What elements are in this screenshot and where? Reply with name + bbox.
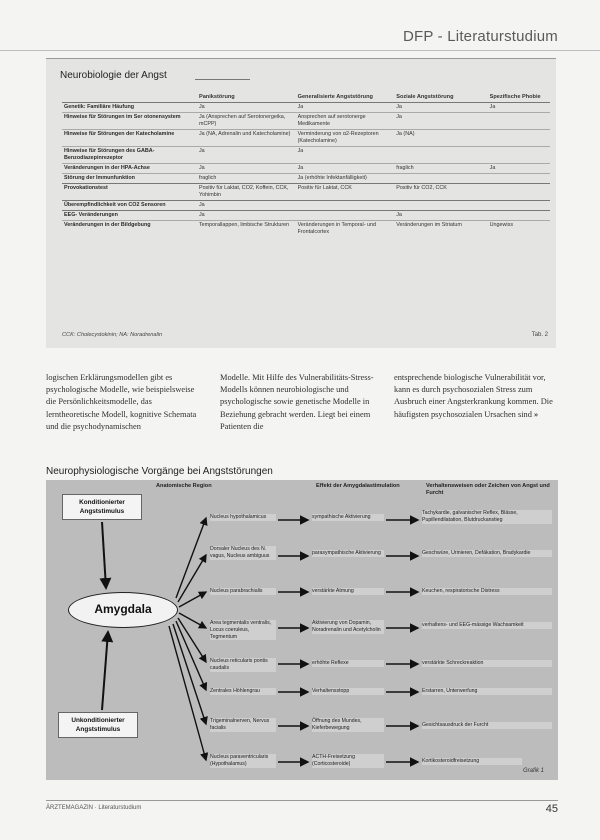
table-cell: fraglich bbox=[197, 174, 296, 184]
table-title: Neurobiologie der Angst bbox=[60, 70, 167, 81]
table-cell: Ja bbox=[197, 103, 296, 113]
table-row bbox=[62, 113, 550, 130]
table-footnote: CCK: Cholecystokinin; NA: Noradrenalin bbox=[62, 332, 163, 338]
figure-title: Neurophysiologische Vorgänge bei Angststörungen bbox=[46, 466, 273, 477]
continue-arrow-icon: » bbox=[534, 409, 539, 419]
row-label: EEG- Veränderungen bbox=[62, 211, 197, 221]
table-cell: Ja bbox=[394, 103, 487, 113]
figure-behavior-cell: verstärkte Schreckreaktion bbox=[422, 660, 552, 667]
table-row bbox=[62, 201, 550, 211]
table-col-header: Generalisierte Angststörung bbox=[297, 94, 373, 100]
table-cell: Ja bbox=[296, 103, 395, 113]
table-cell bbox=[488, 174, 550, 184]
comparison-table bbox=[62, 93, 550, 237]
amygdala-node: Amygdala bbox=[68, 592, 178, 628]
footer-text: ÄRZTEMAGAZIN · Literaturstudium bbox=[46, 805, 142, 811]
figure-effect-cell: ACTH-Freisetzung (Corticosteroide) bbox=[312, 754, 384, 768]
figure-region-cell: Nucleus paraventricularis (Hypothalamus) bbox=[210, 754, 276, 768]
figure-behavior-cell: Erstarren, Unterwerfung bbox=[422, 688, 552, 695]
body-column-3 bbox=[394, 372, 554, 421]
row-label: Hinweise für Störungen im Ser otonensystem bbox=[62, 113, 197, 130]
table-cell: Verminderung von α2-Rezeptoren (Katecholamine) bbox=[296, 130, 395, 147]
table-cell: fraglich bbox=[394, 164, 487, 174]
arrow-unconditioned-to-amygdala bbox=[102, 632, 108, 710]
figure-arrows bbox=[46, 480, 558, 780]
page-number: 45 bbox=[545, 803, 558, 815]
table-title-underline bbox=[195, 79, 250, 80]
header-rule bbox=[0, 50, 600, 51]
table-cell: Ja (NA) bbox=[394, 130, 487, 147]
table-cell bbox=[394, 174, 487, 184]
table-cell: Ja (Ansprechen auf Serotonergeika, mCPP) bbox=[197, 113, 296, 130]
body-column-3-text: entsprechende biologische Vulnerabilität vor, kann es durch psychosozialen Stress zum Ausbruch einer Angsterkrankung kommen. Die häufigsten psychosozialen Ursachen sind bbox=[394, 373, 553, 419]
figure-effect-cell: verstärkte Atmung bbox=[312, 588, 384, 595]
table-row bbox=[62, 184, 550, 201]
table-cell: Ja bbox=[197, 211, 296, 221]
table-cell: Ja bbox=[296, 164, 395, 174]
arrow-amygdala-row-5 bbox=[178, 618, 206, 662]
arrow-conditioned-to-amygdala bbox=[102, 522, 106, 588]
body-column-2: Modelle. Mit Hilfe des Vulnerabilitäts-Stress-Modells können neurobiologische und psychologische sowie genetische Modelle in Beziehung gebracht werden. Liegt bei einem Patienten die bbox=[220, 373, 374, 431]
unconditioned-stimulus-box: Unkonditionierter Angststimulus bbox=[58, 712, 138, 738]
table-cell bbox=[394, 147, 487, 164]
footer-rule bbox=[46, 800, 558, 801]
table-cell: Veränderungen im Striatum bbox=[394, 221, 487, 238]
figure-effect-cell: sympathische Aktivierung bbox=[312, 514, 384, 521]
figure-behavior-cell: Keuchen, respiratorische Distress bbox=[422, 588, 552, 595]
figure-col-head-region: Anatomische Region bbox=[156, 483, 212, 489]
figure-effect-cell: Verhaltensstopp bbox=[312, 688, 384, 695]
figure-label: Grafik 1 bbox=[522, 768, 544, 774]
figure-behavior-cell: Tachykardie, galvanischer Reflex, Blässe, Pupillendilatation, Blutdruckanstieg bbox=[422, 510, 552, 524]
figure-effect-cell: Öffnung des Mundes, Kieferbewegung bbox=[312, 718, 384, 732]
body-text bbox=[46, 372, 556, 442]
table-cell: Ja bbox=[197, 147, 296, 164]
table-cell: Ja bbox=[488, 164, 550, 174]
table-row bbox=[62, 130, 550, 147]
body-column-1: logischen Erklärungsmodellen gibt es psychologische Modelle, wie beispielsweise die Persönlichkeitsmodelle, das lerntheoretische Modell, kognitive Schemata und die psychodynamischen bbox=[46, 373, 197, 431]
table-cell bbox=[488, 184, 550, 201]
table-row bbox=[62, 147, 550, 164]
table-row bbox=[62, 164, 550, 174]
table-cell bbox=[488, 147, 550, 164]
table-cell: Ja bbox=[394, 211, 487, 221]
conditioned-stimulus-box: Konditionierter Angststimulus bbox=[62, 494, 142, 520]
table-cell: Ja bbox=[296, 147, 395, 164]
figure-effect-cell: parasympathische Aktivierung bbox=[312, 550, 384, 557]
table-cell: Ja (erhöhte Infektanfälligkeit) bbox=[296, 174, 395, 184]
table-col-header: Soziale Angststörung bbox=[396, 94, 454, 100]
row-label: Veränderungen in der HPA-Achse bbox=[62, 164, 197, 174]
table-cell bbox=[488, 211, 550, 221]
table-cell: Positiv für CO2, CCK bbox=[394, 184, 487, 201]
arrow-amygdala-row-1 bbox=[176, 518, 206, 598]
row-label: Genetik: Familiäre Häufung bbox=[62, 103, 197, 113]
table-cell bbox=[488, 201, 550, 211]
figure-behavior-cell: Geschwüre, Urinieren, Defäkation, Bradykardie bbox=[422, 550, 552, 557]
figure-panel bbox=[46, 480, 558, 780]
table-header-row bbox=[62, 93, 550, 103]
figure-col-head-behavior: Verhaltensweisen oder Zeichen von Angst und Furcht bbox=[426, 483, 550, 496]
table-cell: Positiv für Laktat, CO2, Koffein, CCK, Yohimbin bbox=[197, 184, 296, 201]
row-label: Provokationstest bbox=[62, 184, 197, 201]
table-cell bbox=[296, 201, 395, 211]
figure-region-cell: Nucleus hypothalamicus bbox=[210, 514, 276, 521]
row-label: Veränderungen in der Bildgebung bbox=[62, 221, 197, 238]
figure-region-cell: Area tegmentalis ventralis, Locus coeruleus, Tegmentum bbox=[210, 620, 276, 640]
table-row bbox=[62, 174, 550, 184]
table-cell: Positiv für Laktat, CCK bbox=[296, 184, 395, 201]
figure-region-cell: Trigeminalnerven, Nervus facialis bbox=[210, 718, 276, 732]
table-cell bbox=[394, 201, 487, 211]
figure-region-cell: Nucleus parabrachialis bbox=[210, 588, 276, 595]
table-cell bbox=[488, 130, 550, 147]
table-cell: Ansprechen auf serotonerge Medikamente bbox=[296, 113, 395, 130]
figure-col-head-effect: Effekt der Amygdalastimulation bbox=[316, 483, 400, 489]
table-col-header: Spezifische Phobie bbox=[489, 94, 541, 100]
table-row bbox=[62, 211, 550, 221]
table-cell: Ungewiss bbox=[488, 221, 550, 238]
figure-behavior-cell: Gesichtsausdruck der Furcht bbox=[422, 722, 552, 729]
figure-effect-cell: erhöhte Reflexe bbox=[312, 660, 384, 667]
header-title: DFP - Literaturstudium bbox=[402, 28, 558, 45]
row-label: Hinweise für Störungen des GABA-Benzodiazepinrezeptor bbox=[62, 147, 197, 164]
table-label: Tab. 2 bbox=[531, 332, 548, 338]
figure-region-cell: Zentrales Höhlengrau bbox=[210, 688, 276, 695]
table-row bbox=[62, 103, 550, 113]
table-row bbox=[62, 221, 550, 238]
figure-region-cell: Nucleus reticularis pontis caudalis bbox=[210, 658, 276, 672]
arrow-amygdala-row-7 bbox=[173, 624, 206, 724]
figure-region-cell: Dorsaler Nucleus des N. vagus, Nucleus ambiguus bbox=[210, 546, 276, 560]
row-label: Überempfindlichkeit von CO2 Sensoren bbox=[62, 201, 197, 211]
table-cell: Temporallappen, limbische Strukturen bbox=[197, 221, 296, 238]
table-cell: Veränderungen in Temporal- und Frontalcortex bbox=[296, 221, 395, 238]
table-cell: Ja bbox=[197, 164, 296, 174]
figure-behavior-cell: Kortikosteroidfreisetzung bbox=[422, 758, 522, 765]
table-cell: Ja bbox=[488, 103, 550, 113]
row-label: Hinweise für Störungen der Katecholamine bbox=[62, 130, 197, 147]
table-cell: Ja bbox=[197, 201, 296, 211]
row-label: Störung der Immunfunktion bbox=[62, 174, 197, 184]
table-cell: Ja (NA, Adrenalin und Katecholamine) bbox=[197, 130, 296, 147]
figure-behavior-cell: verhaltens- und EEG-mässige Wachsamkeit bbox=[422, 622, 552, 629]
table-cell: Ja bbox=[394, 113, 487, 130]
figure-effect-cell: Aktivierung von Dopamin, Noradrenalin und Acetylcholin bbox=[312, 620, 384, 634]
table-cell bbox=[488, 113, 550, 130]
table-col-header bbox=[62, 93, 197, 103]
table-cell bbox=[296, 211, 395, 221]
table-col-header: Panikstörung bbox=[198, 94, 235, 100]
